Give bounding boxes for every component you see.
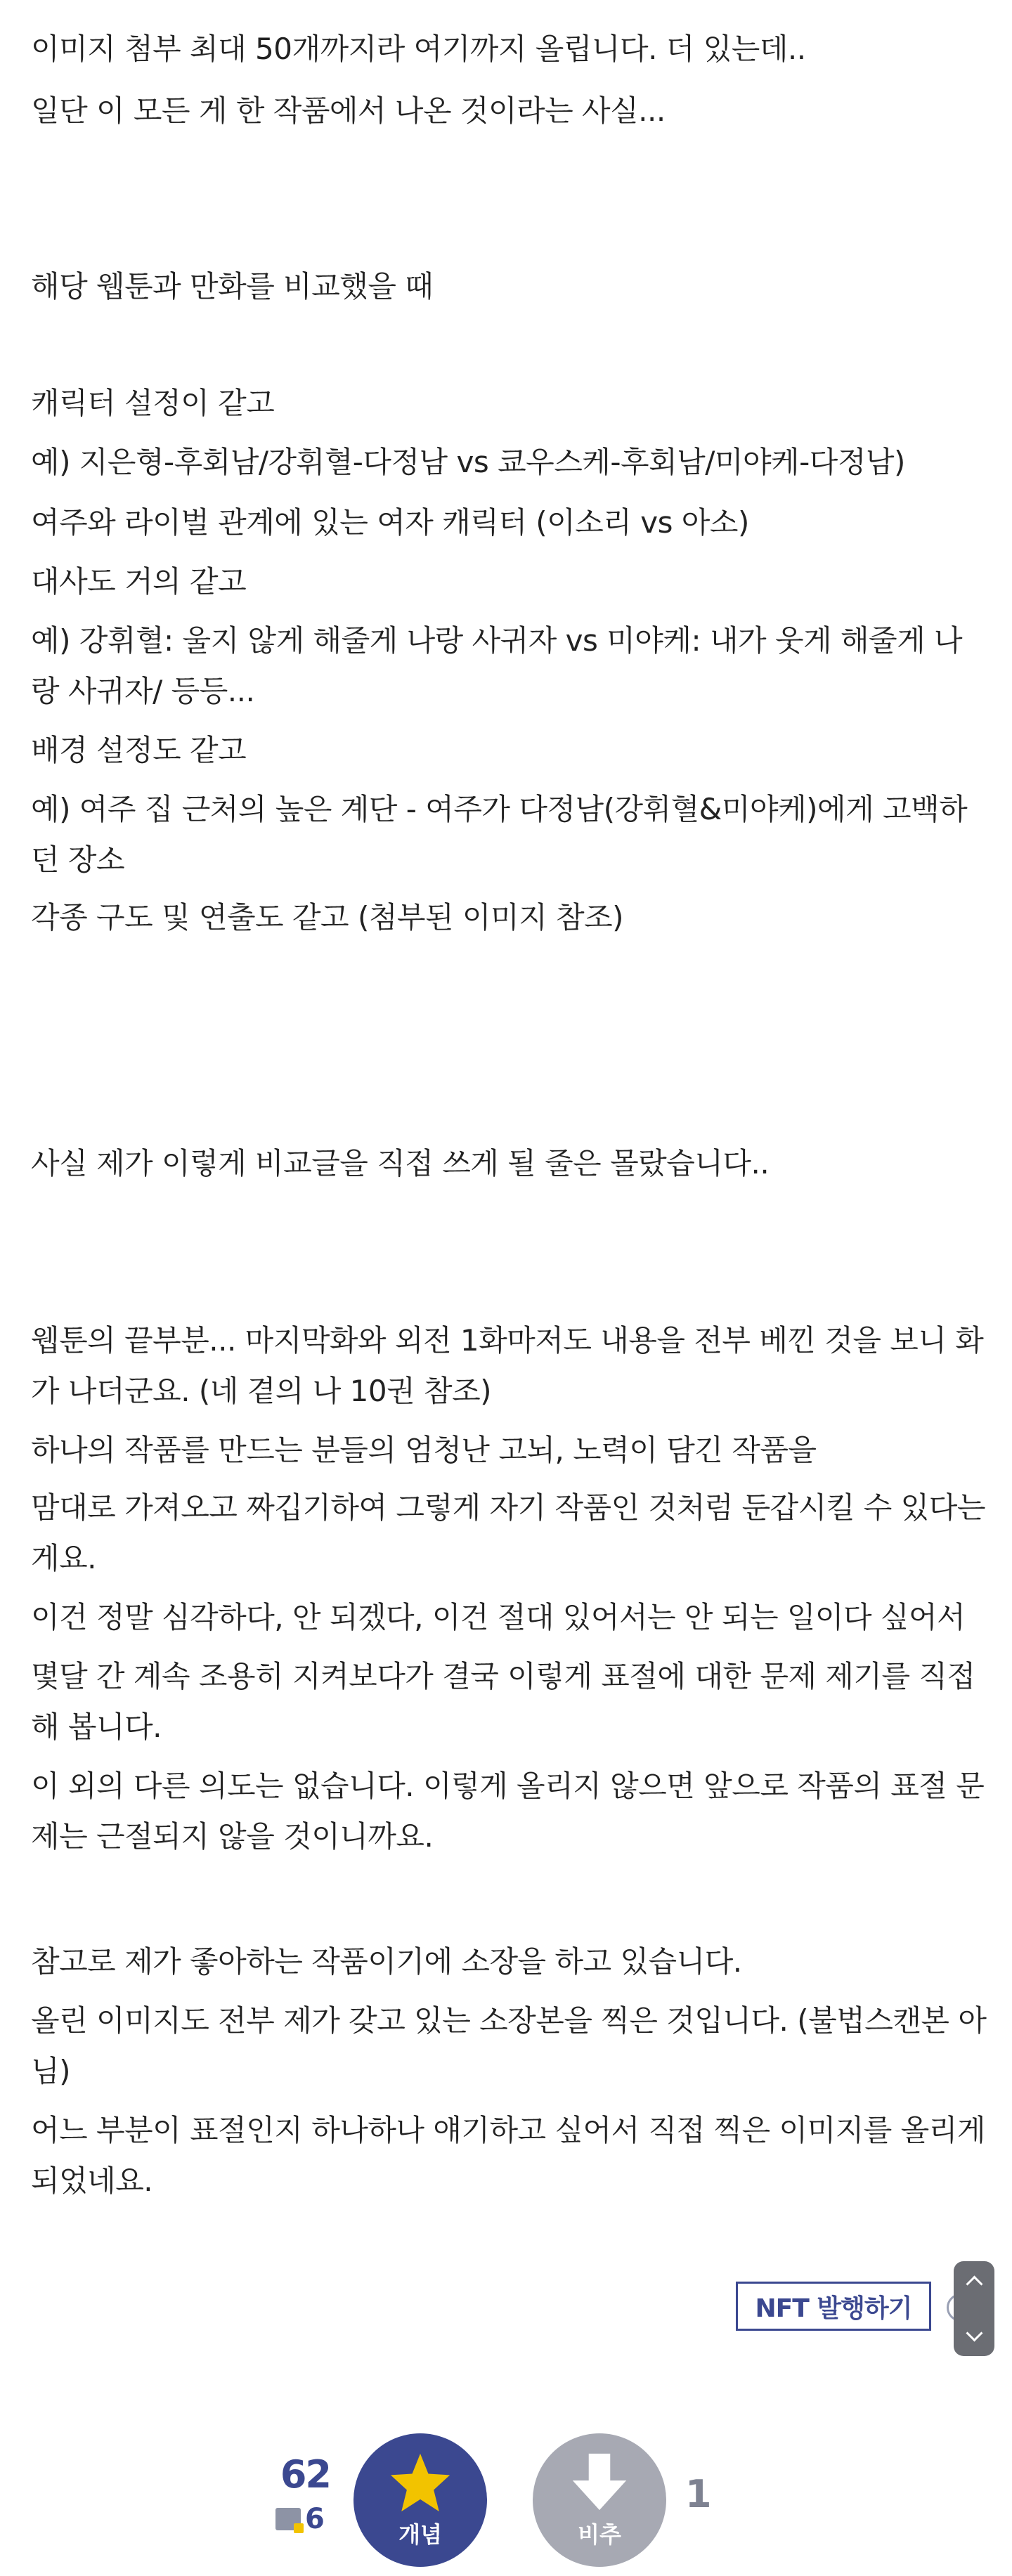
upvote-button[interactable]: [353, 2433, 487, 2567]
scroll-up-icon[interactable]: [966, 2275, 982, 2292]
post-paragraph: 올린 이미지도 전부 제가 갖고 있는 소장본을 찍은 것입니다. (불법스캔본 아님): [31, 2003, 987, 2088]
downvote-count: 1: [685, 2472, 712, 2516]
scroll-control[interactable]: [954, 2261, 994, 2356]
post-paragraph: 하나의 작품를 만드는 분들의 엄청난 고뇌, 노력이 담긴 작품을: [31, 1433, 817, 1467]
fixed-member-icon: [275, 2508, 301, 2530]
downvote-label: 비추: [578, 2521, 621, 2548]
post-paragraph: 일단 이 모든 게 한 작품에서 나온 것이라는 사실...: [31, 93, 666, 128]
post-paragraph: 배경 설정도 같고: [31, 733, 247, 767]
post-paragraph: 예) 강휘혈: 울지 않게 해줄게 나랑 사귀자 vs 미야케: 내가 웃게 해줄게 나랑 사귀자/ 등등...: [31, 623, 963, 708]
post-paragraph: 이 외의 다른 의도는 없습니다. 이렇게 올리지 않으면 앞으로 작품의 표절 문제는 근절되지 않을 것이니까요.: [31, 1769, 985, 1854]
post-paragraph: 이미지 첨부 최대 50개까지라 여기까지 올립니다. 더 있는데..: [31, 32, 806, 66]
post-paragraph: 캐릭터 설정이 같고: [31, 386, 275, 420]
star-icon: [388, 2451, 453, 2513]
post-paragraph: 예) 여주 집 근처의 높은 계단 - 여주가 다정남(강휘혈&미야케)에게 고백하던 장소: [31, 792, 968, 877]
upvote-label: 개념: [398, 2521, 442, 2548]
scroll-down-icon[interactable]: [966, 2324, 982, 2341]
post-paragraph: 해당 웹툰과 만화를 비교했을 때: [31, 269, 434, 304]
fixed-upvote-row: [275, 2503, 325, 2535]
upvote-count: 62: [280, 2452, 330, 2497]
fixed-upvote-count: 6: [305, 2503, 325, 2535]
post-paragraph: 참고로 제가 좋아하는 작품이기에 소장을 하고 있습니다.: [31, 1944, 742, 1979]
post-paragraph: 맘대로 가져오고 짜깁기하여 그렇게 자기 작품인 것처럼 둔갑시킬 수 있다는 게요.: [31, 1490, 994, 1575]
post-paragraph: 대사도 거의 같고: [31, 564, 247, 599]
post-paragraph: 사실 제가 이렇게 비교글을 직접 쓰게 될 줄은 몰랐습니다..: [31, 1146, 770, 1180]
post-paragraph: 어느 부분이 표절인지 하나하나 얘기하고 싶어서 직접 찍은 이미지를 올리게 되었네요.: [31, 2113, 994, 2198]
nft-mint-button[interactable]: NFT 발행하기: [736, 2282, 931, 2331]
post-paragraph: 각종 구도 및 연출도 같고 (첨부된 이미지 참조): [31, 900, 624, 935]
post-paragraph: 여주와 라이벌 관계에 있는 여자 캐릭터 (이소리 vs 아소): [31, 505, 749, 540]
post-paragraph: 예) 지은형-후회남/강휘혈-다정남 vs 쿄우스케-후회남/미야케-다정남): [31, 445, 905, 479]
post-paragraph: 몇달 간 계속 조용히 지켜보다가 결국 이렇게 표절에 대한 문제 제기를 직접 해 봅니다.: [31, 1659, 985, 1744]
downvote-button[interactable]: [533, 2433, 666, 2567]
post-paragraph: 웹툰의 끝부분... 마지막화와 외전 1화마저도 내용을 전부 베낀 것을 보니 화가 나더군요. (네 곁의 나 10권 참조): [31, 1323, 984, 1408]
arrow-down-icon: [570, 2451, 629, 2513]
post-paragraph: 이건 정말 심각하다, 안 되겠다, 이건 절대 있어서는 안 되는 일이다 싶어서: [31, 1600, 966, 1634]
